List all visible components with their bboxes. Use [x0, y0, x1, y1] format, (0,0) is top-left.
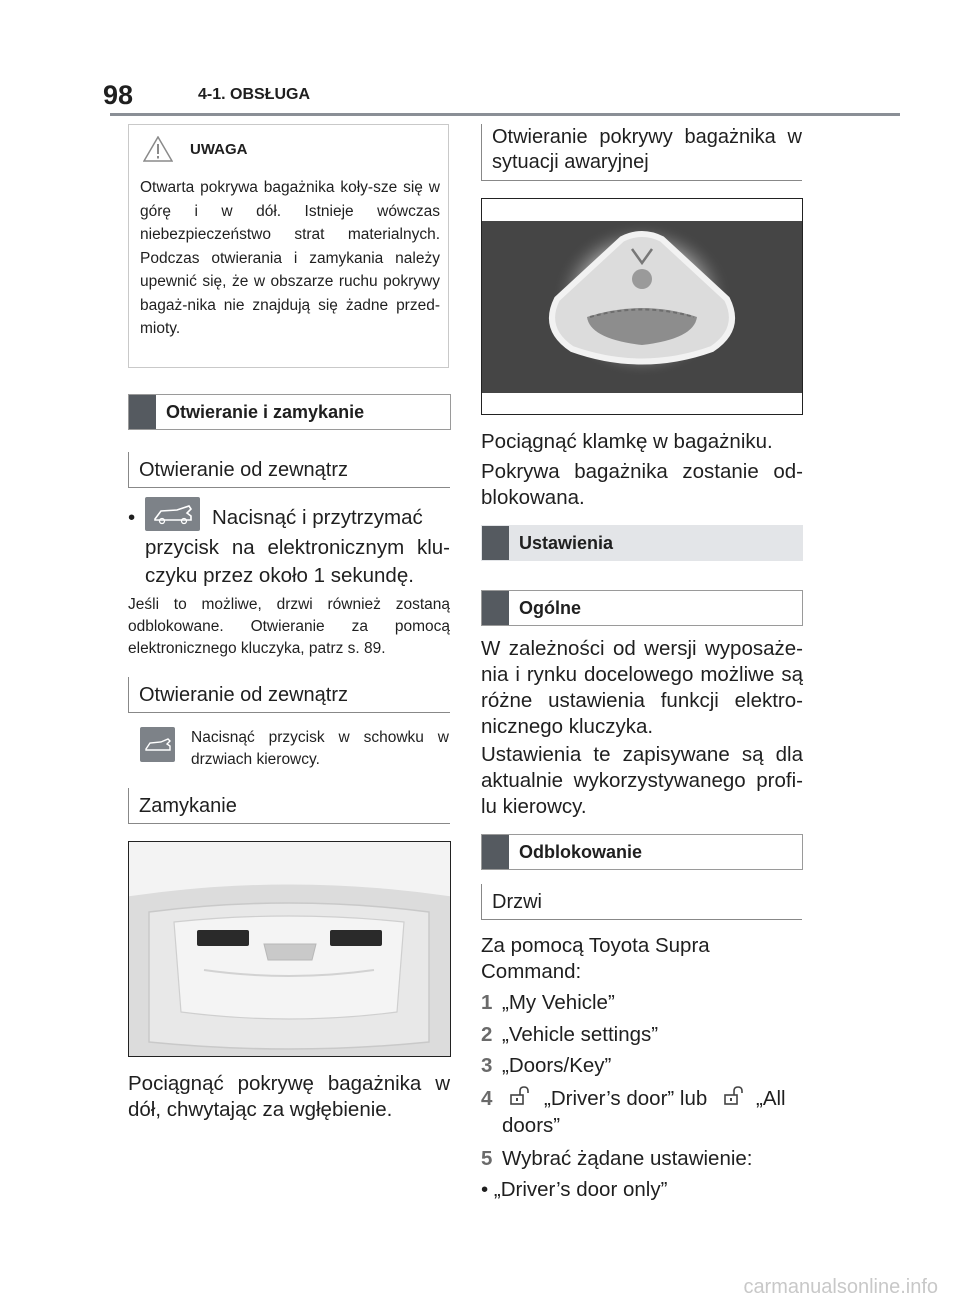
emergency-handle-illustration — [482, 199, 802, 414]
note-button-door: Nacisnąć przycisk w schowku w drzwiach kierowcy. — [191, 729, 449, 768]
step-4-drivers-door: „Driver’s door” lub — [544, 1087, 708, 1110]
car-trunk-small-icon — [140, 727, 175, 762]
general-text: W zależności od wersji wyposaże-nia i rynku docelowego możliwe są różne ustawienia funkcji elektro-nicznego kluczyka. — [481, 637, 803, 738]
subheading-emergency: Otwieranie pokrywy bagażnika w sytuacji awaryjnej — [481, 124, 802, 181]
unlock-all-icon — [722, 1085, 744, 1107]
bullet-dot: • — [128, 506, 136, 529]
trunk-key-button-icon — [145, 497, 200, 531]
subheading-open-outside-1: Otwieranie od zewnątrz — [128, 452, 450, 488]
step-2: 2 „Vehicle settings” — [481, 1023, 659, 1046]
page-number: 98 — [103, 80, 134, 110]
subheading-open-outside-2: Otwieranie od zewnątrz — [128, 677, 450, 713]
heading-open-close: Otwieranie i zamykanie — [128, 394, 451, 430]
warning-box — [128, 124, 449, 368]
header-divider — [110, 113, 900, 116]
step-4: 4 — [481, 1087, 493, 1110]
unlocked-text: Pokrywa bagażnika zostanie od-blokowana. — [481, 460, 803, 509]
step-1: 1 „My Vehicle” — [481, 991, 615, 1014]
press-hold-continued: przycisk na elektronicznym klu-czyku przez około 1 sekundę. — [145, 536, 450, 587]
subheading-doors: Drzwi — [481, 884, 802, 920]
heading-settings: Ustawienia — [481, 525, 803, 561]
close-instruction: Pociągnąć pokrywę bagażnika w dół, chwytając za wgłębienie. — [128, 1072, 450, 1121]
press-hold-text: Nacisnąć i przytrzymać — [212, 506, 423, 529]
warning-title: UWAGA — [190, 141, 248, 158]
warning-triangle-icon — [143, 136, 173, 162]
profile-saved-text: Ustawienia te zapisywane są dla aktualnie wykorzystywanego profi-lu kierowcy. — [481, 743, 803, 818]
trunk-lid-illustration — [129, 842, 450, 1056]
door-button-icon — [140, 727, 175, 762]
trunk-lid-image — [128, 841, 451, 1057]
step-5: 5 Wybrać żądane ustawienie: — [481, 1147, 753, 1170]
pull-handle-text: Pociągnąć klamkę w bagażniku. — [481, 430, 773, 453]
heading-unlock: Odblokowanie — [481, 834, 803, 870]
subheading-closing: Zamykanie — [128, 788, 450, 824]
step-4-all: „All — [756, 1087, 786, 1110]
car-trunk-icon — [145, 497, 200, 531]
option-drivers-door-only: • „Driver’s door only” — [481, 1178, 668, 1201]
step-4-doors: doors” — [502, 1114, 561, 1137]
watermark: carmanualsonline.info — [743, 1276, 938, 1298]
command-intro: Za pomocą Toyota Supra Command: — [481, 934, 710, 983]
note-doors-unlock: Jeśli to możliwe, drzwi również zostaną odblokowane. Otwieranie za pomocą elektronicznego kluczyka, patrz s. 89. — [128, 596, 450, 657]
step-3: 3 „Doors/Key” — [481, 1054, 612, 1077]
warning-text: Otwarta pokrywa bagażnika koły-sze się w górę i w dół. Istnieje wówczas niebezpieczeństwo strat materialnych. Podczas otwierania i zamykania należy upewnić się, że w obszarze ruchu pokrywy bagaż-nika nie znajdują się żadne przed-mioty. — [140, 179, 440, 337]
unlock-icon — [508, 1085, 530, 1107]
heading-general: Ogólne — [481, 590, 803, 626]
emergency-handle-image — [481, 198, 803, 415]
section-label: 4-1. OBSŁUGA — [198, 86, 311, 103]
